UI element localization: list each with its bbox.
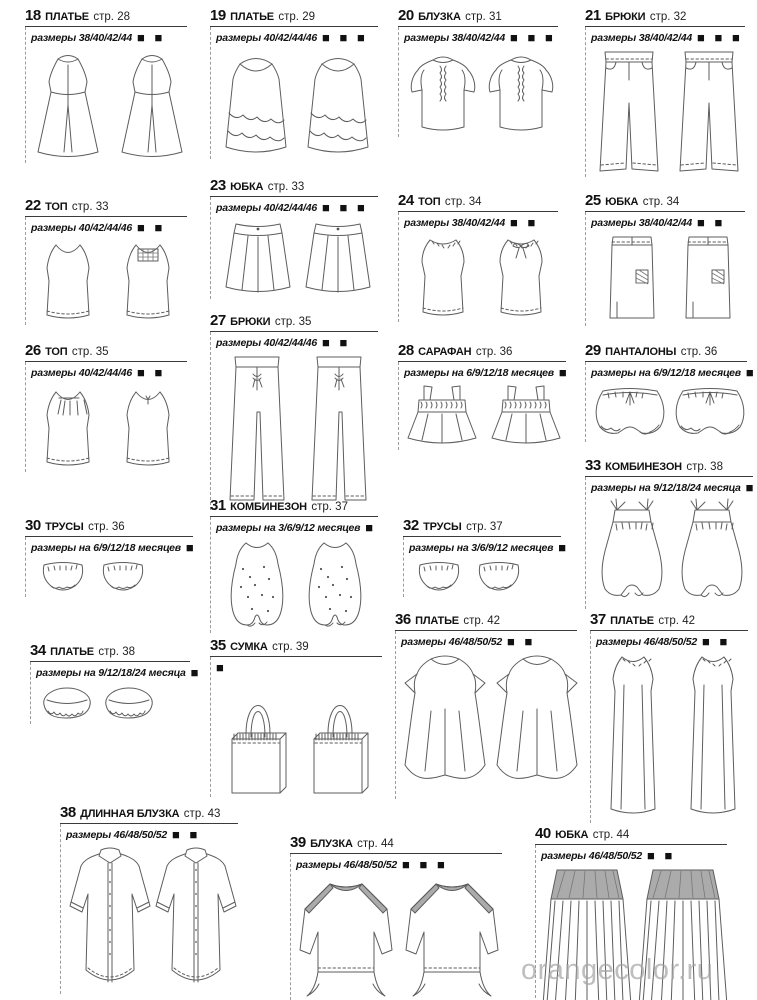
- item-page-ref: стр. 37: [311, 501, 348, 513]
- item-title: КОМБИНЕЗОН: [230, 501, 307, 513]
- item-header: [398, 8, 558, 27]
- item-header: [535, 826, 727, 845]
- item-header: [60, 805, 238, 824]
- item-page-ref: стр. 29: [278, 11, 315, 23]
- pattern-item-19: [210, 8, 378, 159]
- pattern-item-29: [585, 342, 757, 442]
- item-sizes: размеры 40/42/44/46: [216, 202, 318, 214]
- garment-drawing-dress: [31, 47, 187, 163]
- watermark: orangecolor.ru: [521, 954, 714, 986]
- item-page-ref: стр. 33: [267, 181, 305, 193]
- pattern-item-31: [210, 498, 378, 633]
- item-number: 28: [398, 342, 414, 359]
- item-number: 21: [585, 7, 601, 24]
- item-title: ЮБКА: [230, 181, 264, 193]
- item-title: ТОП: [45, 346, 68, 358]
- difficulty-squares: ■ ■: [697, 215, 726, 230]
- item-page-ref: стр. 37: [466, 521, 503, 533]
- garment-drawing-romper: [216, 537, 378, 633]
- item-number: 24: [398, 192, 414, 209]
- difficulty-squares: ■ ■: [322, 335, 351, 350]
- item-title: БЛУЗКА: [310, 838, 353, 850]
- item-sizes: размеры на 3/6/9/12 месяцев: [216, 522, 361, 534]
- item-number: 30: [25, 517, 41, 534]
- garment-drawing-pants: [591, 47, 747, 177]
- item-page-ref: стр. 39: [272, 641, 309, 653]
- item-title: БРЮКИ: [230, 316, 271, 328]
- pattern-item-23: [210, 178, 378, 299]
- garment-drawing-blouse: [296, 874, 504, 1000]
- item-title: ПЛАТЬЕ: [50, 646, 94, 658]
- pattern-item-24: [398, 193, 558, 322]
- item-header: [25, 198, 187, 217]
- item-sizes: размеры 40/42/44/46: [31, 222, 133, 234]
- item-header: [403, 518, 561, 537]
- pattern-item-20: [398, 8, 558, 137]
- pattern-item-35: [210, 638, 382, 797]
- item-sizes: размеры 46/48/50/52: [296, 859, 398, 871]
- item-header: [25, 8, 187, 27]
- item-sizes: размеры 46/48/50/52: [541, 850, 643, 862]
- difficulty-squares: ■ ■: [702, 634, 731, 649]
- item-page-ref: стр. 38: [686, 461, 723, 473]
- pattern-item-30: [25, 517, 197, 597]
- item-title: ПЛАТЬЕ: [45, 11, 89, 23]
- item-header: [395, 612, 577, 631]
- item-number: 32: [403, 517, 419, 534]
- garment-drawing-romper: [591, 497, 753, 609]
- pattern-item-32: [403, 517, 570, 597]
- item-page-ref: стр. 36: [88, 521, 125, 533]
- garment-drawing-blouse: [404, 47, 560, 137]
- pattern-item-27: [210, 313, 378, 510]
- item-number: 22: [25, 197, 41, 214]
- item-header: [210, 638, 382, 657]
- difficulty-squares: ■ ■: [507, 634, 536, 649]
- difficulty-squares: ■: [745, 365, 757, 380]
- item-number: 29: [585, 342, 601, 359]
- item-number: 36: [395, 611, 411, 628]
- item-title: ТОП: [45, 201, 68, 213]
- item-header: [30, 643, 190, 662]
- pattern-item-34: [30, 642, 202, 724]
- difficulty-squares: ■ ■ ■: [322, 30, 368, 45]
- item-title: ТРУСЫ: [423, 521, 462, 533]
- item-title: ЮБКА: [605, 196, 639, 208]
- item-page-ref: стр. 34: [444, 196, 482, 208]
- garment-drawing-panties: [31, 557, 191, 597]
- difficulty-squares: ■: [190, 665, 202, 680]
- pattern-item-37: [590, 612, 748, 823]
- item-page-ref: стр. 36: [680, 346, 718, 358]
- garment-drawing-pants: [216, 352, 378, 510]
- item-title: ТОП: [418, 196, 441, 208]
- item-number: 25: [585, 192, 601, 209]
- item-header: [25, 343, 187, 362]
- pattern-item-21: [585, 8, 745, 177]
- item-number: 33: [585, 457, 601, 474]
- item-number: 23: [210, 177, 226, 194]
- garment-drawing-skirt: [216, 217, 378, 299]
- garment-drawing-panties: [409, 557, 563, 597]
- item-sizes: размеры 38/40/42/44: [404, 32, 506, 44]
- item-number: 19: [210, 7, 226, 24]
- pattern-item-22: [25, 198, 187, 325]
- item-page-ref: стр. 35: [71, 346, 109, 358]
- item-sizes: размеры 46/48/50/52: [66, 829, 168, 841]
- item-number: 18: [25, 7, 41, 24]
- pattern-item-25: [585, 193, 745, 326]
- item-number: 26: [25, 342, 41, 359]
- difficulty-squares: ■: [216, 660, 227, 675]
- item-header: [398, 343, 566, 362]
- item-sizes: размеры 40/42/44/46: [216, 337, 318, 349]
- item-number: 40: [535, 825, 551, 842]
- difficulty-squares: ■: [185, 540, 197, 555]
- item-page-ref: стр. 42: [463, 615, 500, 627]
- item-title: ПАНТАЛОНЫ: [605, 346, 677, 358]
- pattern-item-28: [398, 342, 570, 450]
- item-title: ЮБКА: [555, 829, 589, 841]
- item-sizes: размеры 46/48/50/52: [596, 636, 698, 648]
- pattern-item-39: [290, 835, 502, 1000]
- item-header: [398, 193, 558, 212]
- difficulty-squares: ■: [558, 540, 570, 555]
- item-page-ref: стр. 34: [642, 196, 680, 208]
- pattern-item-26: [25, 343, 187, 472]
- item-sizes: размеры на 9/12/18/24 месяца: [591, 482, 741, 494]
- item-header: [210, 313, 378, 332]
- difficulty-squares: ■ ■: [510, 215, 539, 230]
- garment-drawing-top: [31, 382, 187, 472]
- item-number: 35: [210, 637, 226, 654]
- item-title: ПЛАТЬЕ: [230, 11, 274, 23]
- item-page-ref: стр. 33: [71, 201, 109, 213]
- difficulty-squares: ■: [365, 520, 377, 535]
- pattern-item-18: [25, 8, 187, 163]
- garment-drawing-dress: [596, 651, 750, 823]
- item-sizes: размеры на 6/9/12/18 месяцев: [404, 367, 554, 379]
- item-page-ref: стр. 44: [592, 829, 630, 841]
- item-header: [590, 612, 748, 631]
- item-sizes: размеры на 6/9/12/18 месяцев: [591, 367, 741, 379]
- pattern-item-36: [395, 612, 577, 799]
- item-number: 37: [590, 611, 606, 628]
- item-number: 39: [290, 834, 306, 851]
- garment-drawing-dress: [401, 651, 579, 799]
- item-title: ДЛИННАЯ БЛУЗКА: [80, 808, 180, 820]
- item-page-ref: стр. 42: [658, 615, 695, 627]
- difficulty-squares: ■ ■: [172, 827, 201, 842]
- garment-drawing-top: [31, 237, 187, 325]
- item-number: 20: [398, 7, 414, 24]
- item-header: [585, 343, 747, 362]
- garment-drawing-long-blouse: [66, 844, 240, 994]
- item-page-ref: стр. 36: [475, 346, 513, 358]
- item-sizes: размеры 38/40/42/44: [31, 32, 133, 44]
- item-sizes: размеры 38/40/42/44: [404, 217, 506, 229]
- difficulty-squares: ■ ■ ■: [697, 30, 743, 45]
- difficulty-squares: ■ ■: [647, 848, 676, 863]
- difficulty-squares: ■: [558, 365, 570, 380]
- difficulty-squares: ■ ■: [137, 220, 166, 235]
- item-header: [210, 178, 378, 197]
- item-title: БРЮКИ: [605, 11, 646, 23]
- garment-drawing-dress-bundled: [36, 682, 192, 724]
- item-header: [25, 518, 193, 537]
- difficulty-squares: ■ ■ ■: [510, 30, 556, 45]
- item-title: БЛУЗКА: [418, 11, 461, 23]
- item-sizes: размеры на 6/9/12/18 месяцев: [31, 542, 181, 554]
- item-sizes: размеры на 9/12/18/24 месяца: [36, 667, 186, 679]
- item-header: [585, 458, 753, 477]
- item-title: ТРУСЫ: [45, 521, 84, 533]
- item-page-ref: стр. 44: [357, 838, 394, 850]
- pattern-item-33: [585, 457, 757, 609]
- item-page-ref: стр. 35: [274, 316, 312, 328]
- garment-drawing-top: [404, 232, 560, 322]
- item-header: [210, 498, 378, 517]
- item-sizes: размеры 40/42/44/46: [31, 367, 133, 379]
- garment-drawing-sarafan: [404, 382, 568, 450]
- item-title: КОМБИНЕЗОН: [605, 461, 682, 473]
- item-number: 38: [60, 804, 76, 821]
- item-page-ref: стр. 38: [98, 646, 135, 658]
- difficulty-squares: ■ ■: [137, 30, 166, 45]
- item-sizes: размеры 38/40/42/44: [591, 32, 693, 44]
- item-header: [585, 193, 745, 212]
- item-title: САРАФАН: [418, 346, 472, 358]
- item-page-ref: стр. 31: [465, 11, 502, 23]
- difficulty-squares: ■: [745, 480, 757, 495]
- item-header: [290, 835, 502, 854]
- item-page-ref: стр. 28: [93, 11, 130, 23]
- garment-drawing-skirt: [591, 232, 747, 326]
- item-sizes: размеры 38/40/42/44: [591, 217, 693, 229]
- item-sizes: размеры 46/48/50/52: [401, 636, 503, 648]
- item-sizes: размеры на 3/6/9/12 месяцев: [409, 542, 554, 554]
- item-title: ПЛАТЬЕ: [415, 615, 459, 627]
- item-number: 31: [210, 497, 226, 514]
- pattern-item-38: [60, 805, 238, 994]
- item-number: 34: [30, 642, 46, 659]
- item-page-ref: стр. 32: [649, 11, 687, 23]
- item-header: [210, 8, 378, 27]
- garment-drawing-bloomers: [591, 382, 749, 442]
- item-sizes: размеры 40/42/44/46: [216, 32, 318, 44]
- difficulty-squares: ■ ■: [137, 365, 166, 380]
- garment-drawing-bag: [216, 677, 382, 797]
- difficulty-squares: ■ ■ ■: [402, 857, 448, 872]
- item-title: СУМКА: [230, 641, 268, 653]
- item-number: 27: [210, 312, 226, 329]
- item-header: [585, 8, 745, 27]
- difficulty-squares: ■ ■ ■: [322, 200, 368, 215]
- garment-drawing-dress: [216, 47, 378, 159]
- item-title: ПЛАТЬЕ: [610, 615, 654, 627]
- item-page-ref: стр. 43: [183, 808, 221, 820]
